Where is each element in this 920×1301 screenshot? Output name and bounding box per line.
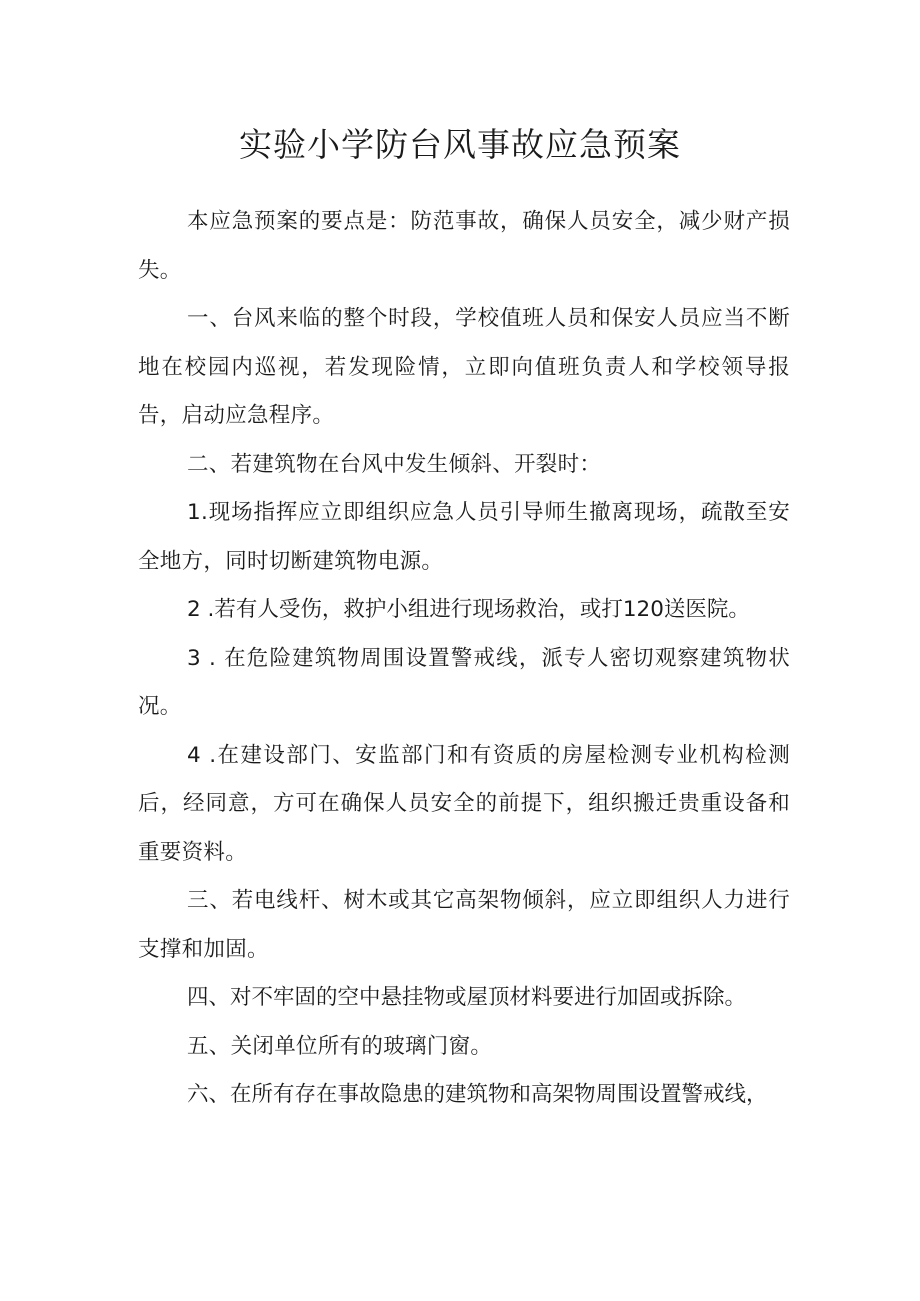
paragraph-item-3: 3 . 在危险建筑物周围设置警戒线，派专人密切观察建筑物状况。 — [138, 645, 790, 719]
document-body — [138, 198, 790, 1120]
document-title: 实验小学防台风事故应急预案 — [239, 125, 681, 164]
paragraph-section-4: 四、对不牢固的空中悬挂物或屋顶材料要进行加固或拆除。 — [187, 985, 747, 1010]
paragraph-section-5: 五、关闭单位所有的玻璃门窗。 — [187, 1033, 493, 1059]
paragraph-section-1: 一、台风来临的整个时段，学校值班人员和保安人员应当不断地在校园内巡视，若发现险情，立即向值班负责人和学校领导报告，启动应急程序。 — [138, 306, 790, 428]
paragraph-section-3: 三、若电线杆、树木或其它高架物倾斜，应立即组织人力进行支撑和加固。 — [138, 888, 790, 962]
paragraph-section-6: 六、在所有存在事故隐患的建筑物和高架物周围设置警戒线， — [187, 1082, 768, 1107]
paragraph-item-4: 4 .在建设部门、安监部门和有资质的房屋检测专业机构检测后，经同意，方可在确保人员安全的前提下，组织搬迁贵重设备和重要资料。 — [138, 742, 790, 865]
paragraph-intro: 本应急预案的要点是：防范事故，确保人员安全，减少财产损失。 — [138, 209, 790, 283]
paragraph-section-2: 二、若建筑物在台风中发生倾斜、开裂时： — [187, 451, 602, 477]
paragraph-item-2: 2 .若有人受伤，救护小组进行现场救治，或打120送医院。 — [187, 597, 750, 622]
paragraph-item-1: 1.现场指挥应立即组织应急人员引导师生撤离现场，疏散至安全地方，同时切断建筑物电源。 — [138, 500, 790, 574]
